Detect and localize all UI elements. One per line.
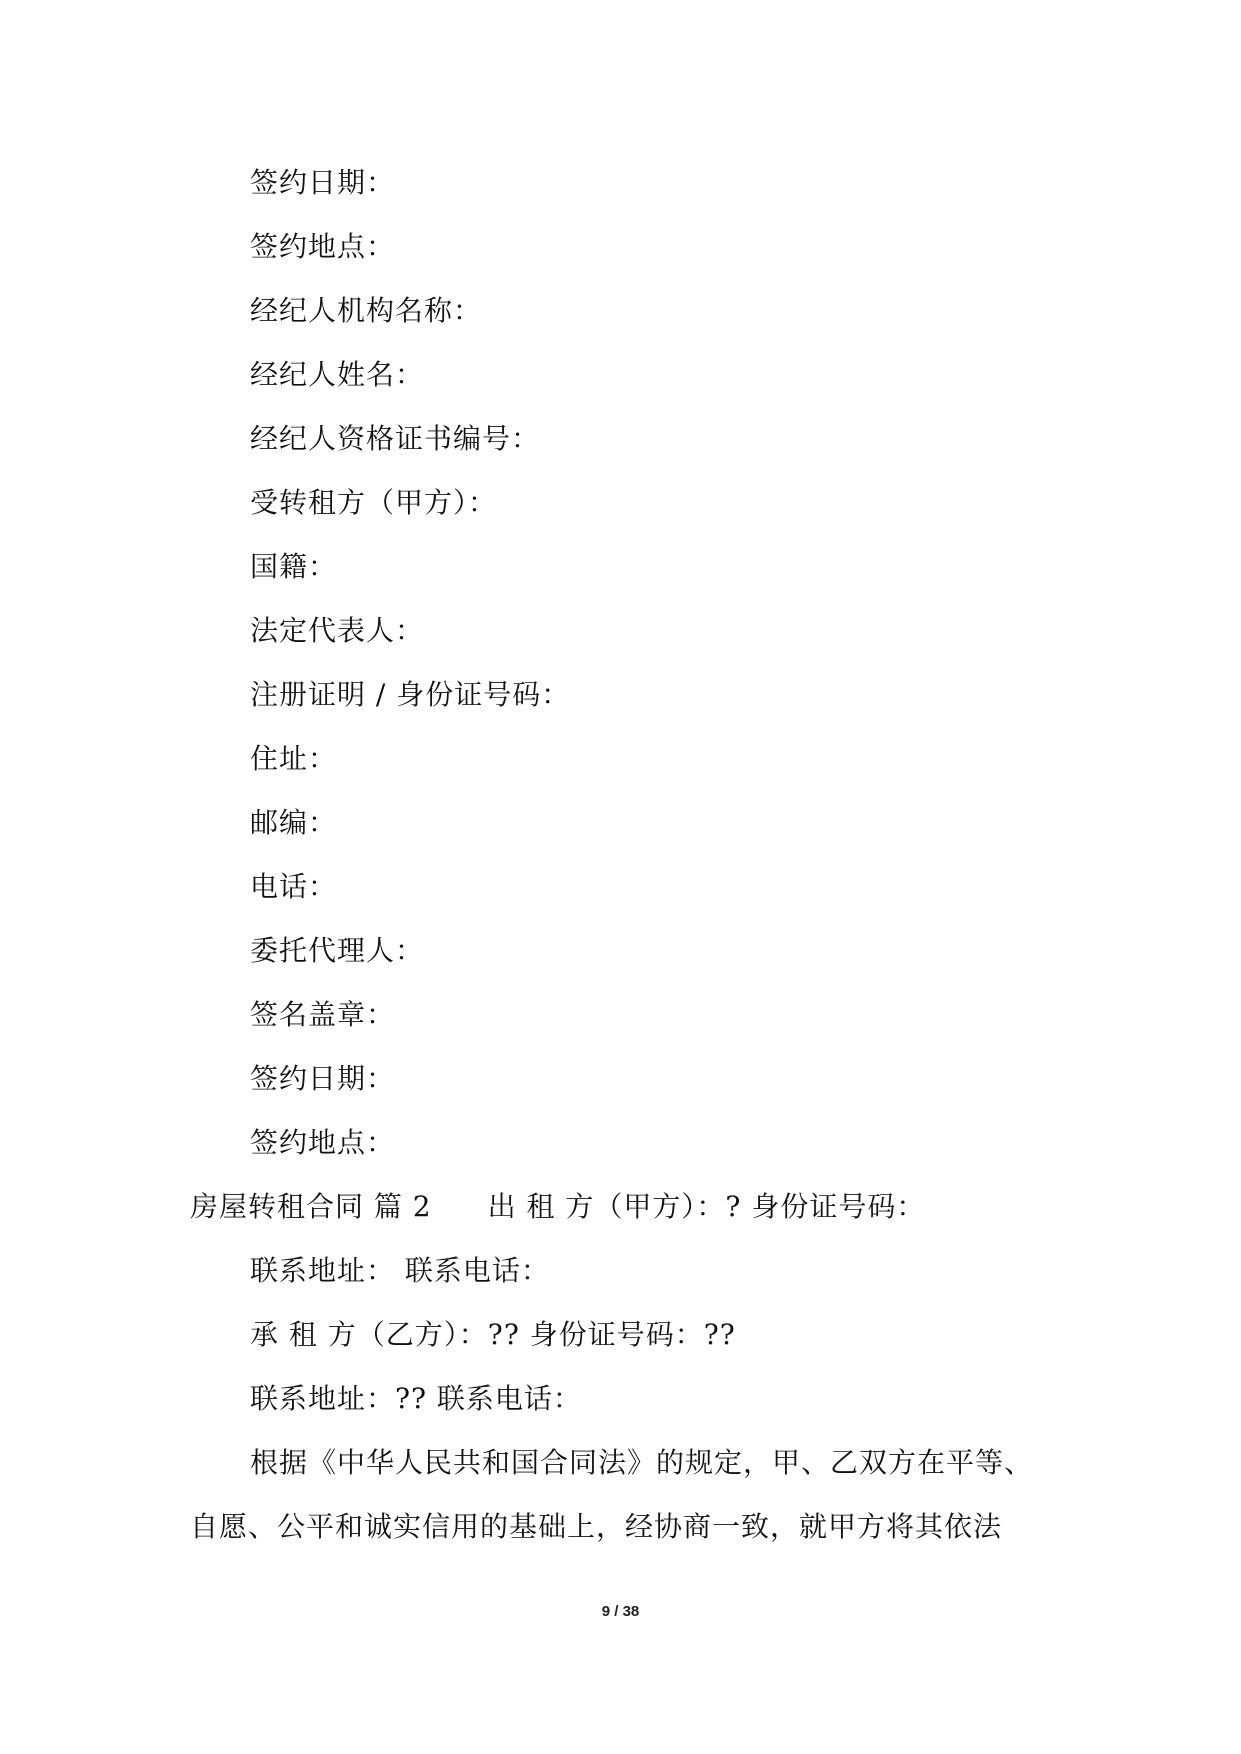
field-sign-place: 签约地点： — [250, 230, 396, 263]
field-signature-seal: 签名盖章： — [250, 998, 396, 1031]
paragraph-line-2: 自愿、公平和诚实信用的基础上，经协商一致，就甲方将其依法 — [190, 1510, 1003, 1543]
field-legal-representative: 法定代表人： — [250, 614, 425, 647]
field-entrusted-agent: 委托代理人： — [250, 934, 425, 967]
field-sign-place-2: 签约地点： — [250, 1126, 396, 1159]
field-contact-1: 联系地址： 联系电话： — [250, 1254, 550, 1287]
field-agency-name: 经纪人机构名称： — [250, 294, 483, 327]
page-number: 9 / 38 — [601, 1603, 640, 1620]
field-registration-id: 注册证明 / 身份证号码： — [250, 678, 571, 711]
field-sign-date: 签约日期： — [250, 166, 396, 199]
section-heading: 房屋转租合同 篇 2 — [190, 1190, 432, 1223]
field-sublessee: 受转租方（甲方）： — [250, 486, 498, 519]
paragraph-line-1: 根据《中华人民共和国合同法》的规定，甲、乙双方在平等、 — [250, 1446, 1034, 1479]
field-agent-cert-no: 经纪人资格证书编号： — [250, 422, 541, 455]
field-phone: 电话： — [250, 870, 338, 903]
field-lessee: 承 租 方（乙方）：?? 身份证号码：?? — [250, 1318, 736, 1351]
lessor-line: 出 租 方（甲方）：? 身份证号码： — [487, 1190, 926, 1223]
field-contact-2: 联系地址：?? 联系电话： — [250, 1382, 582, 1415]
field-sign-date-2: 签约日期： — [250, 1062, 396, 1095]
field-nationality: 国籍： — [250, 550, 338, 583]
section-heading-line — [190, 1187, 925, 1227]
field-address: 住址： — [250, 742, 338, 775]
field-postcode: 邮编： — [250, 806, 338, 839]
field-agent-name: 经纪人姓名： — [250, 358, 425, 391]
